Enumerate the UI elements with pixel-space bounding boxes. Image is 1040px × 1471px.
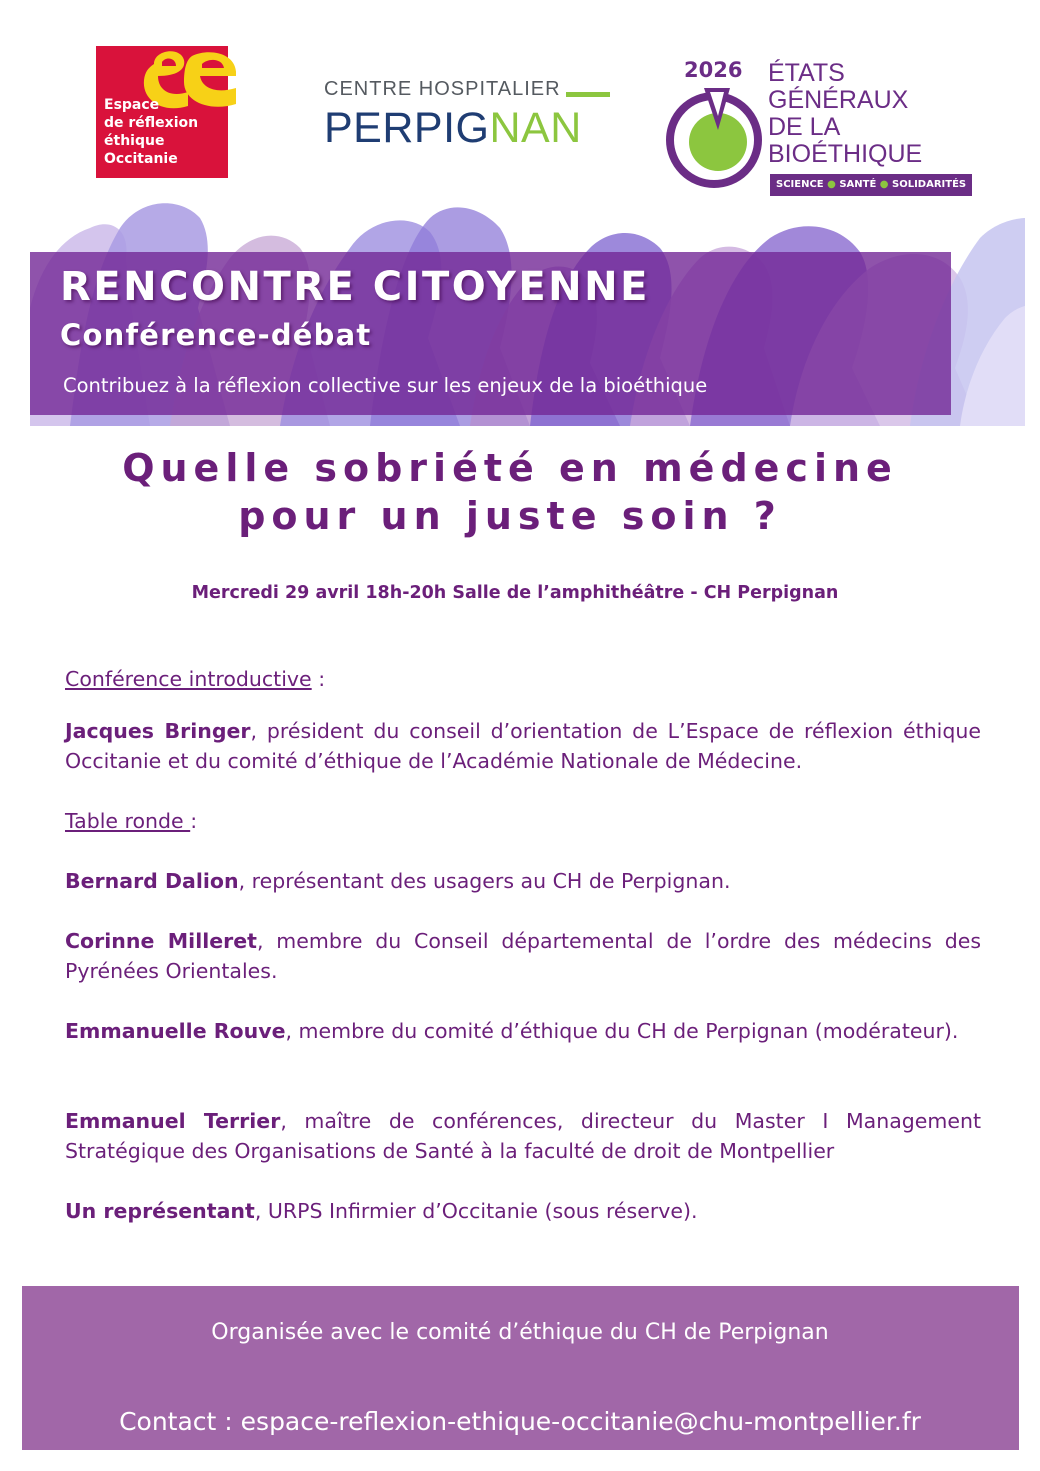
speaker-description: , membre du Conseil départemental de l’ordre des médecins des Pyrénées Orientales. bbox=[65, 929, 981, 983]
speaker-description: , membre du comité d’éthique du CH de Perpignan (modérateur). bbox=[285, 1019, 959, 1043]
egb-logo-text bbox=[768, 60, 922, 168]
egb-logo-line: BIOÉTHIQUE bbox=[768, 140, 923, 168]
speaker-description: , représentant des usagers au CH de Perpignan. bbox=[238, 869, 731, 893]
egb-tag-bullet-icon: ● bbox=[827, 179, 836, 190]
roundtable-section-suffix: : bbox=[190, 809, 198, 833]
speaker-entry bbox=[65, 716, 981, 776]
speaker-name: Jacques Bringer bbox=[65, 719, 251, 743]
banner-tagline: Contribuez à la réflexion collective sur les enjeux de la bioéthique bbox=[63, 374, 708, 397]
ch-logo-main-text bbox=[324, 104, 582, 152]
roundtable-section-heading bbox=[65, 806, 197, 836]
etats-generaux-bioethique-logo bbox=[666, 56, 986, 198]
speaker-description: , URPS Infirmier d’Occitanie (sous réserve). bbox=[254, 1199, 698, 1223]
speaker-name: Un représentant bbox=[65, 1199, 255, 1223]
egb-logo-line: DE LA bbox=[768, 113, 841, 141]
egb-tag-word: SANTÉ bbox=[839, 179, 877, 190]
egb-circle-pin-icon bbox=[666, 82, 766, 196]
ch-logo-top-text: CENTRE HOSPITALIER bbox=[324, 78, 561, 100]
banner-title: RENCONTRE CITOYENNE bbox=[60, 264, 650, 310]
egb-logo-line: GÉNÉRAUX bbox=[768, 86, 909, 114]
speaker-entry bbox=[65, 1196, 981, 1226]
ere-logo-text bbox=[104, 96, 198, 168]
question-line: Quelle sobriété en médecine bbox=[122, 446, 898, 490]
ere-logo-line: de réflexion bbox=[104, 115, 199, 131]
question-line: pour un juste soin ? bbox=[238, 494, 782, 538]
intro-section-suffix: : bbox=[311, 667, 326, 691]
speaker-entry bbox=[65, 1016, 981, 1046]
ere-logo-line: éthique bbox=[104, 133, 165, 149]
footer-contact: Contact : espace-reflexion-ethique-occitanie@chu-montpellier.fr bbox=[119, 1407, 921, 1436]
roundtable-section-label: Table ronde bbox=[65, 809, 191, 833]
footer-organizer: Organisée avec le comité d’éthique du CH de Perpignan bbox=[211, 1320, 829, 1345]
banner-subtitle: Conférence-débat bbox=[60, 318, 372, 352]
speaker-entry bbox=[65, 1106, 981, 1166]
ch-logo-main-part1: PERPIG bbox=[324, 104, 490, 152]
ch-perpignan-logo bbox=[324, 78, 614, 158]
event-date-location: Mercredi 29 avril 18h-20h Salle de l’amphithéâtre - CH Perpignan bbox=[191, 583, 839, 603]
ch-logo-accent-bar bbox=[566, 92, 610, 97]
speaker-description: , maître de conférences, directeur du Master I Management Stratégique des Organisations de Santé à la faculté de droit de Montpellier bbox=[65, 1109, 981, 1163]
speaker-name: Corinne Milleret bbox=[65, 929, 257, 953]
egb-tag-word: SCIENCE bbox=[776, 179, 824, 190]
speaker-entry bbox=[65, 866, 981, 896]
intro-section-label: Conférence introductive bbox=[65, 667, 312, 691]
ere-logo-line: Espace bbox=[104, 97, 160, 113]
ch-logo-main-part2: NAN bbox=[489, 104, 582, 152]
speaker-name: Bernard Dalion bbox=[65, 869, 239, 893]
ere-occitanie-logo bbox=[96, 46, 228, 178]
egb-tag-bullet-icon: ● bbox=[879, 179, 889, 190]
speaker-name: Emmanuelle Rouve bbox=[65, 1019, 286, 1043]
conference-question bbox=[0, 444, 1020, 540]
egb-logo-year: 2026 bbox=[684, 58, 743, 82]
egb-tag-word: SOLIDARITÉS bbox=[892, 179, 967, 190]
speaker-description: , président du conseil d’orientation de L’Espace de réflexion éthique Occitanie et du comité d’éthique de l’Académie Nationale de Médecine. bbox=[65, 719, 981, 773]
intro-section-heading bbox=[65, 664, 325, 694]
ere-logo-line: Occitanie bbox=[104, 151, 178, 167]
speaker-name: Emmanuel Terrier bbox=[65, 1109, 281, 1133]
speaker-entry bbox=[65, 926, 981, 986]
egb-logo-line: ÉTATS bbox=[768, 59, 845, 87]
